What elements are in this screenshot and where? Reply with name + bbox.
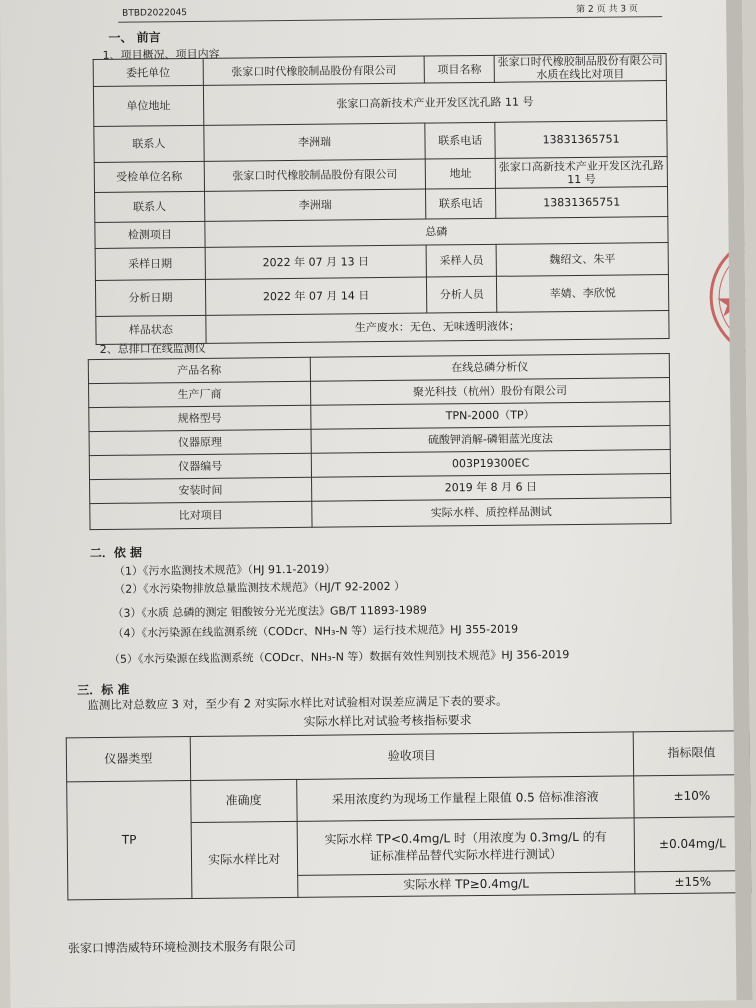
value-phone: 13831365751 — [495, 121, 667, 159]
label-accuracy: 准确度 — [190, 779, 296, 822]
section-basis: 二．依 据 — [89, 545, 143, 561]
doc-number: BTBD2022045 — [122, 8, 188, 19]
value-compare-low-limit: ±0.04mg/L — [634, 817, 750, 872]
label-client: 委托单位 — [93, 58, 203, 86]
value-instrument-type: TP — [67, 781, 192, 900]
label-sampling-date: 采样日期 — [95, 247, 205, 280]
value-sampling-date: 2022 年 07 月 13 日 — [205, 245, 427, 279]
label-principle: 仪器原理 — [89, 429, 311, 455]
header-limit: 指标限值 — [633, 731, 749, 776]
value-install-time: 2019 年 8 月 6 日 — [311, 474, 671, 502]
value-manufacturer: 聚光科技（杭州）股份有限公司 — [310, 378, 670, 406]
label-contact-2: 联系人 — [95, 191, 205, 222]
label-project-name: 项目名称 — [424, 55, 494, 83]
value-model: TPN-2000（TP） — [310, 402, 670, 430]
project-overview-table — [93, 53, 670, 345]
table-row — [67, 775, 750, 824]
reference-5: （5）《水污染源在线监测系统（CODcr、NH₃-N 等）数据有效性判别技术规范》HJ 356-2019 — [108, 648, 570, 666]
value-project-name: 张家口时代橡胶制品股份有限公司水质在线比对项目 — [494, 54, 666, 83]
label-samplers: 采样人员 — [426, 244, 496, 277]
value-analysts: 莘婧、李欣悦 — [497, 275, 669, 313]
value-sample-state: 生产废水：无色、无味透明液体； — [206, 311, 670, 344]
criteria-title: 实际水样比对试验考核指标要求 — [303, 713, 472, 729]
value-accuracy-desc: 采用浓度约为现场工作量程上限值 0.5 倍标准溶液 — [296, 776, 634, 822]
value-address: 张家口高新技术产业开发区沈孔路 11 号 — [203, 81, 667, 126]
value-contact-2: 李洲瑞 — [204, 189, 426, 221]
label-instrument-no: 仪器编号 — [89, 453, 311, 479]
value-product-name: 在线总磷分析仪 — [310, 354, 670, 382]
reference-4: （4）《水污染源在线监测系统（CODcr、NH₃-N 等）运行技术规范》HJ 355-2019 — [112, 622, 519, 640]
label-contact: 联系人 — [94, 125, 204, 162]
value-instrument-no: 003P19300EC — [311, 450, 671, 478]
table-row — [93, 81, 666, 127]
label-inspected-unit: 受检单位名称 — [94, 161, 204, 192]
instrument-table — [88, 353, 672, 530]
standard-text: 监测比对总数应 3 对，至少有 2 对实际水样比对试验相对误差应满足下表的要求。 — [87, 693, 508, 713]
label-test-item: 检测项目 — [95, 221, 205, 248]
value-compare-item: 实际水样、质控样品测试 — [311, 498, 671, 528]
subsection-instrument: 2、总排口在线监测仪 — [99, 341, 206, 356]
label-install-time: 安装时间 — [90, 477, 312, 503]
reference-3: （3）《水质 总磷的测定 钼酸铵分光光度法》GB/T 11893-1989 — [112, 603, 427, 620]
table-row — [90, 498, 671, 530]
label-address: 单位地址 — [93, 85, 203, 126]
label-sample-state: 样品状态 — [96, 315, 206, 344]
label-analysis-date: 分析日期 — [95, 279, 205, 316]
value-principle: 硫酸钾消解-磷钼蓝光度法 — [311, 426, 671, 454]
header-instrument-type: 仪器类型 — [66, 737, 190, 782]
value-inspected-unit: 张家口时代橡胶制品股份有限公司 — [204, 159, 426, 191]
section-preface: 一、 前言 — [108, 30, 161, 45]
value-accuracy-limit: ±10% — [634, 775, 750, 818]
label-actual-sample-compare: 实际水样比对 — [191, 821, 298, 898]
table-row — [94, 121, 667, 163]
value-client: 张家口时代橡胶制品股份有限公司 — [203, 56, 425, 85]
value-test-item: 总磷 — [205, 217, 668, 248]
criteria-table — [66, 730, 752, 900]
footer-company: 张家口博浩威特环境检测技术服务有限公司 — [67, 938, 297, 956]
page-number: 第 2 页 共 3 页 — [576, 4, 638, 15]
label-compare-item: 比对项目 — [90, 501, 312, 529]
table-row — [66, 731, 749, 782]
label-phone: 联系电话 — [425, 122, 495, 159]
value-phone-2: 13831365751 — [496, 187, 668, 219]
label-phone-2: 联系电话 — [426, 188, 496, 219]
label-inspected-address: 地址 — [426, 158, 496, 189]
header-acceptance-item: 验收项目 — [190, 732, 634, 781]
reference-1: （1）《污水监测技术规范》（HJ 91.1-2019） — [113, 562, 336, 578]
value-compare-high-desc: 实际水样 TP≥0.4mg/L — [297, 872, 635, 898]
value-inspected-address: 张家口高新技术产业开发区沈孔路 11 号 — [495, 157, 667, 189]
label-product-name: 产品名称 — [88, 357, 310, 383]
label-model: 规格型号 — [89, 405, 311, 431]
subsection-project-overview: 1、项目概况、项目内容 — [102, 47, 220, 62]
value-compare-low-desc-2: 证标准样品替代实际水样进行测试） — [369, 846, 562, 863]
label-analysts: 分析人员 — [427, 276, 497, 313]
value-contact: 李洲瑞 — [204, 123, 426, 161]
header-rule — [118, 16, 662, 23]
label-manufacturer: 生产厂商 — [89, 381, 311, 407]
table-row — [95, 275, 668, 317]
value-compare-high-limit: ±15% — [635, 871, 751, 894]
value-analysis-date: 2022 年 07 月 14 日 — [205, 277, 427, 315]
section-standard: 三．标 准 — [77, 682, 130, 698]
value-compare-low-desc-1: 实际水样 TP<0.4mg/L 时（用浓度为 0.3mg/L 的有 — [324, 829, 607, 847]
value-samplers: 魏绍文、朱平 — [496, 243, 668, 277]
reference-2: （2）《水污染物排放总量监测技术规范》（HJ/T 92-2002 ） — [114, 579, 406, 596]
